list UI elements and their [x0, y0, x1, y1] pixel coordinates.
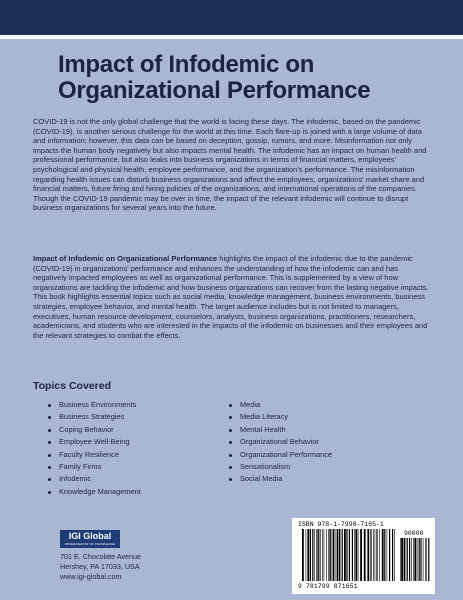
top-white-strip — [0, 35, 463, 39]
topic-item: Media — [229, 399, 332, 411]
topic-item: Organizational Performance — [229, 449, 332, 461]
isbn-label: ISBN 978-1-7998-7165-1 — [298, 521, 384, 528]
topic-item: Organizational Behavior — [229, 436, 332, 448]
topic-item: Business Strategies — [48, 411, 141, 423]
publisher-logo-name: IGI Global — [68, 531, 112, 541]
paragraph-2-body: highlights the impact of the infodemic due to the pandemic (COVID-19) in organizations' performance and enhances the understanding of how the infodemic can and has negatively impacted employees as well as organizational performance. This is supplemented by a view of how organizations are tackling the infodemic and how business organizations can recover from the lasting negative impacts. This book highlights essential topics such as social media, knowledge management, business environments, business strategies, employee behavior, and mental health. The target audience includes but is not limited to managers, executives, human resource development, counselors, analysts, business organizations, practitioners, researchers, academicians, and students who are interested in the impacts of the infodemic on businesses and their employees and the relevant strategies to combat the effects. — [33, 254, 429, 340]
publisher-website: www.igi-global.com — [60, 572, 122, 581]
topic-item: Employee Well-Being — [48, 436, 141, 448]
topic-item: Knowledge Management — [48, 486, 141, 498]
address-line-1: 701 E. Chocolate Avenue — [60, 552, 141, 561]
topics-list-left — [48, 399, 141, 498]
topics-list-right — [229, 399, 332, 486]
topic-item: Family Firms — [48, 461, 141, 473]
book-title — [58, 52, 418, 104]
topics-heading: Topics Covered — [33, 380, 111, 392]
publisher-logo-tagline: DISSEMINATOR OF KNOWLEDGE — [64, 542, 116, 546]
price-code: 90000 — [404, 530, 424, 537]
topic-item: Social Media — [229, 473, 332, 485]
topic-item: Business Environments — [48, 399, 141, 411]
barcode-digits: 9 781799 871651 — [298, 583, 358, 590]
barcode-bars-icon — [302, 529, 397, 581]
top-color-band — [0, 0, 463, 35]
publisher-address — [60, 552, 141, 582]
topic-item: Mental Health — [229, 424, 332, 436]
topic-item: Media Literacy — [229, 411, 332, 423]
description-paragraph-2 — [33, 254, 433, 340]
isbn-barcode — [292, 518, 435, 594]
address-line-2: Hershey, PA 17033, USA — [60, 562, 140, 571]
topic-item: Coping Behavior — [48, 424, 141, 436]
barcode-addon-bars-icon — [400, 538, 430, 581]
book-title-line1: Impact of Infodemic on — [58, 51, 315, 78]
book-title-line2: Organizational Performance — [58, 77, 371, 104]
description-paragraph-1: COVID-19 is not the only global challenge that the world is facing these days. The infodemic, based on the pandemic (COVID-19), is another serious challenge for the world at this time. Each flare-up is joined with a large volume of data and information; however, this data can be based on deception, gossip, rumors, and more. Misinformation not only impacts the human body negatively but also impacts mental health. The infodemic has an impact on human health and professional performance, but also leaks into business organizations in terms of financial matters, employees' psychological and physical health, employee performance, and the organization's performance. The misinformation regarding health issues can disturb business organizations and affect the employees, organizations' market share and financial matters, future firing and hiring policies of the organizations, and international operations of the companies. Though the COVID-19 pandemic may be over in time, the impact of the relevant infodemic will continue to disrupt business organizations for several years into the future. — [33, 117, 427, 213]
topic-item: Faculty Resilience — [48, 449, 141, 461]
topic-item: Sensationalism — [229, 461, 332, 473]
publisher-logo — [60, 530, 120, 548]
topic-item: Infodemic — [48, 473, 141, 485]
paragraph-2-book-title: Impact of Infodemic on Organizational Performance — [33, 254, 218, 263]
